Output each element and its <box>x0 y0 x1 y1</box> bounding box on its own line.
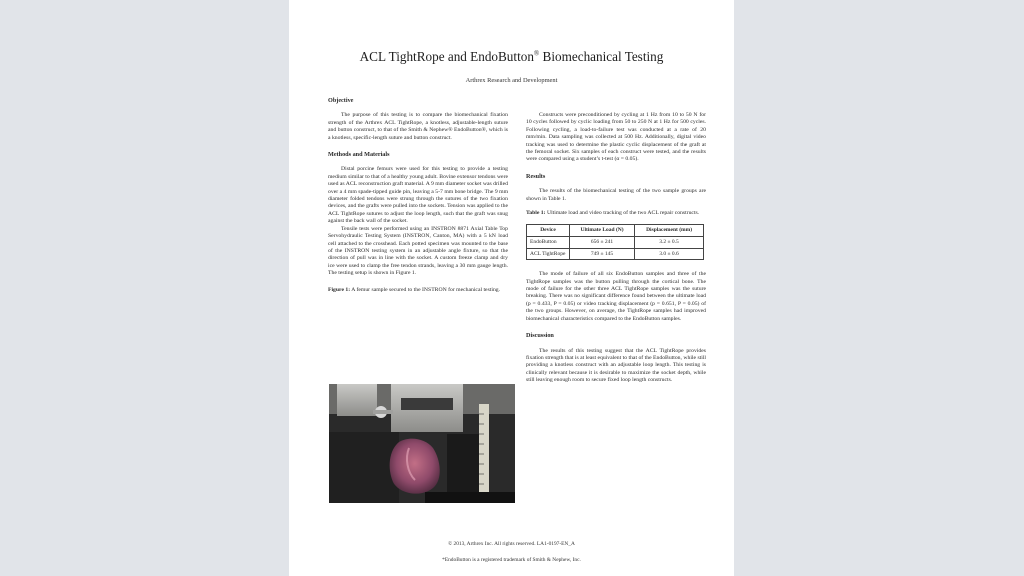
table-row <box>527 237 704 249</box>
column-header-device: Device <box>527 225 570 237</box>
left-column <box>328 97 508 294</box>
registered-mark: ® <box>533 49 540 58</box>
column-header-displacement: Displacement (mm) <box>635 225 704 237</box>
methods-heading: Methods and Materials <box>328 151 390 159</box>
objective-heading: Objective <box>328 97 354 104</box>
paper-title: ACL TightRope and EndoButton® Biomechanical Testing <box>359 49 664 64</box>
objective-text: The purpose of this testing is to compare the biomechanical fixation strength of the Arthrex ACL TightRope, a knotless, adjustable-length suture and button construct, to that of the Smith & Nephew® EndoButton®, which is a knotless, specific-length suture and button construct. <box>328 112 508 141</box>
results-paragraph-1: The results of the biomechanical testing of the two sample groups are shown in Table 1. <box>526 188 706 202</box>
methods-paragraph-2: Tensile tests were performed using an INSTRON 8871 Axial Table Top Servohydraulic Testing System (INSTRON, Canton, MA) with a 5 kN load cell attached to the crosshead. Each potted specimen was mounted to the base of the INSTRON testing system in an adjustable angle fixture, so that the direction of pull was in line with the socket. A custom freeze clamp and dry ice were used to clamp the free tendon strands, leaving a 30 mm gauge length. The testing setup is shown in Figure 1. <box>328 225 508 277</box>
displacement-value: 3.0 ± 0.6 <box>635 248 704 260</box>
discussion-text: The results of this testing suggest that the ACL TightRope provides fixation strength that is at least equivalent to that of the EndoButton, while still providing a knotless construct with an adjustable loop length. This testing is clinically relevant because it is desirable to maximize the socket depth, while still leaving enough room to secure fixed loop length constructs. <box>526 347 706 384</box>
table-1-caption: Table 1: Ultimate load and video tracking of the two ACL repair constructs. <box>526 210 700 217</box>
device-name: EndoButton <box>527 237 570 249</box>
methods-paragraph-1: Distal porcine femurs were used for this testing to provide a testing medium similar to that of a healthy young adult. Bovine extensor tendons were used as ACL reconstruction graft material. A 9 mm diameter socket was drilled over a 4 mm spade-tipped guide pin, leaving a 5-7 mm bone bridge. The 9 mm diameter folded tendons were strung through the sutures of the two fixation devices, and the grafts were pulled into the sockets. Tension was applied to the ACL TightRope sutures to adjust the loop length, such that the graft was snug against the back wall of the socket. <box>328 166 508 225</box>
copyright-footer: © 2013, Arthrex Inc. All rights reserved. LA1-0197-EN_A <box>448 541 575 547</box>
discussion-heading: Discussion <box>526 332 554 340</box>
displacement-value: 3.2 ± 0.5 <box>635 237 704 249</box>
table-header-row <box>527 225 704 237</box>
figure-1-caption: Figure 1: A femur sample secured to the INSTRON for mechanical testing. <box>328 286 501 293</box>
results-paragraph-2: The mode of failure of all six EndoButton samples and three of the TightRope samples was the button pulling through the cortical bone. The mode of failure for the other three ACL TightRope samples was the suture breaking. There was no significant difference found between the ultimate load (p = 0.433, P = 0.05) or video tracking displacement (p = 0.651, P = 0.05) of the two groups. However, on average, the TightRope samples had improved biomechanical characteristics compared to the EndoButton samples. <box>526 271 706 322</box>
table-row <box>527 248 704 260</box>
figure-1-photo <box>329 384 515 503</box>
ultimate-load-value: 656 ± 241 <box>570 237 635 249</box>
right-column <box>526 112 706 385</box>
methods-paragraph-3: Constructs were preconditioned by cycling at 1 Hz from 10 to 50 N for 10 cycles followed by cyclic loading from 50 to 250 N at 1 Hz for 500 cycles. Following cycling, a load-to-failure test was conducted at a rate of 20 mm/min. Data sampling was collected at 500 Hz. Additionally, digital video tracking was used to determine the plastic cyclic displacement of the graft at the femoral socket. Six samples of each construct were tested, and the results were compared using a student’s t-test (α = 0.05). <box>526 112 706 163</box>
results-heading: Results <box>526 172 546 180</box>
document-page <box>289 0 734 576</box>
device-name: ACL TightRope <box>527 248 570 260</box>
column-header-ultimate-load: Ultimate Load (N) <box>570 225 635 237</box>
paper-organization: Arthrex Research and Development <box>465 77 558 84</box>
results-table <box>526 224 704 260</box>
ultimate-load-value: 749 ± 145 <box>570 248 635 260</box>
trademark-footer: *EndoButton is a registered trademark of Smith & Nephew, Inc. <box>442 557 581 563</box>
